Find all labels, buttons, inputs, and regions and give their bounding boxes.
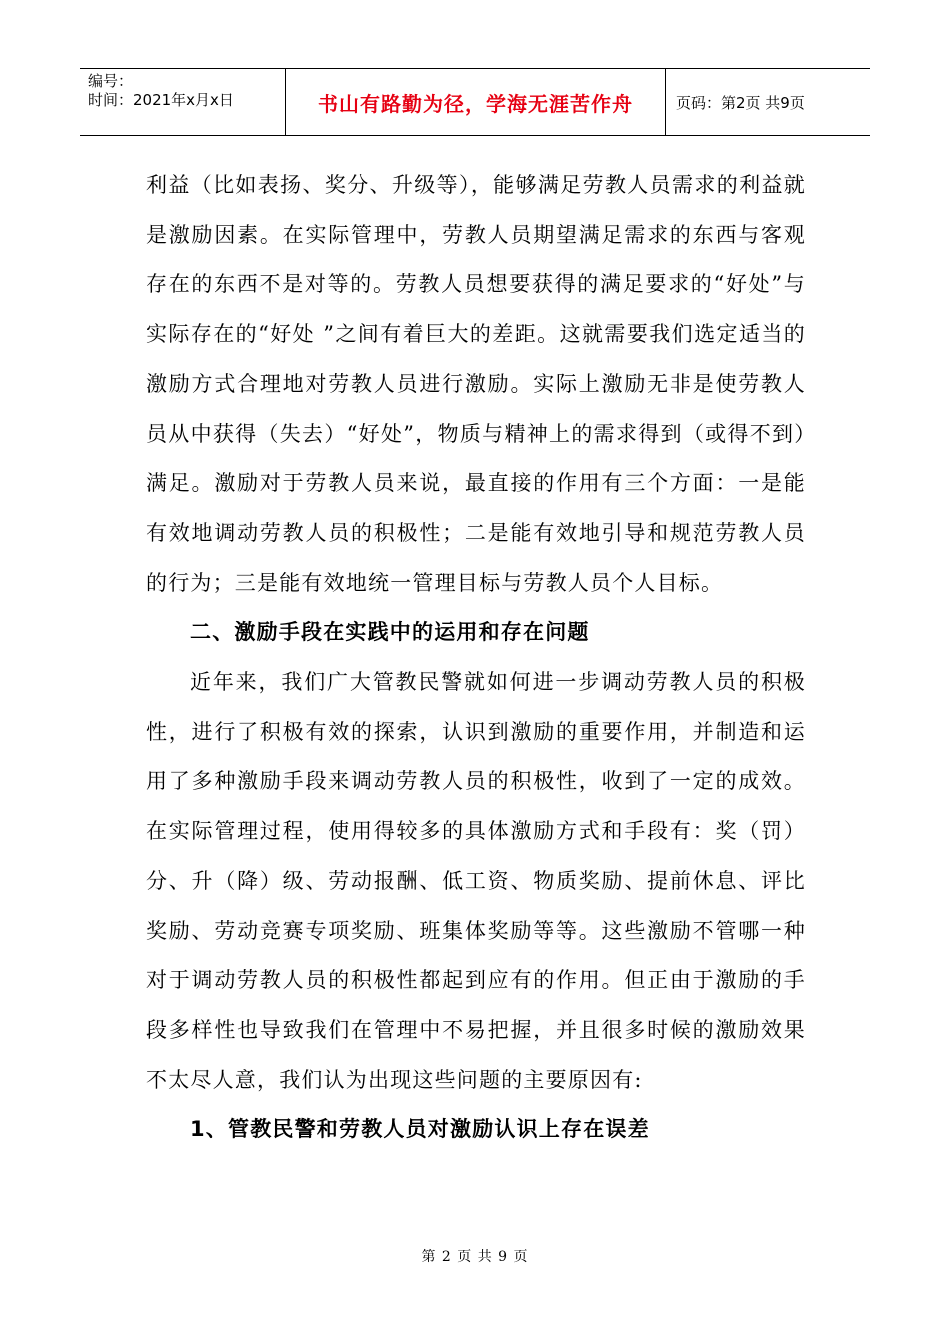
section-heading: 二、激励手段在实践中的运用和存在问题 — [190, 620, 590, 645]
header-meta — [80, 69, 286, 135]
body-paragraph: 利益（比如表扬、奖分、升级等），能够满足劳教人员需求的利益就是激励因素。在实际管理中，劳教人员期望满足需求的东西与客观存在的东西不是对等的。劳教人员想要获得的满足要求的“好处”与实际存在的“好处 ”之间有着巨大的差距。这就需要我们选定适当的激励方式合理地对劳教人员进行激励。实际上激励无非是使劳教人员从中获得（失去）“好处”，物质与精神上的需求得到（或得不到）满足。激励对于劳教人员来说，最直接的作用有三个方面：一是能有效地调动劳教人员的积极性；二是能有效地引导和规范劳教人员的行为；三是能有效地统一管理目标与劳教人员个人目标。 — [146, 173, 806, 595]
body-paragraph: 近年来，我们广大管教民警就如何进一步调动劳教人员的积极性，进行了积极有效的探索，认识到激励的重要作用，并制造和运用了多种激励手段来调动劳教人员的积极性，收到了一定的成效。在实际管理过程，使用得较多的具体激励方式和手段有：奖（罚）分、升（降）级、劳动报酬、低工资、物质奖励、提前休息、评比奖励、劳动竞赛专项奖励、班集体奖励等等。这些激励不管哪一种对于调动劳教人员的积极性都起到应有的作用。但正由于激励的手段多样性也导致我们在管理中不易把握，并且很多时候的激励效果不太尽人意，我们认为出现这些问题的主要原因有: — [146, 670, 806, 1092]
header-page-info-cell — [666, 69, 870, 135]
document-number-label: 编号： — [88, 72, 134, 90]
document-body — [146, 161, 806, 1155]
header-motto-cell — [286, 69, 666, 135]
subsection-heading: 1、管教民警和劳教人员对激励认识上存在误差 — [190, 1117, 650, 1142]
header-motto: 书山有路勤为径，学海无涯苦作舟 — [318, 91, 633, 116]
header-page-info: 页码：第2页 共9页 — [676, 93, 805, 112]
document-time-label: 时间：2021年x月x日 — [88, 91, 234, 109]
page-footer: 第 2 页 共 9 页 — [421, 1249, 529, 1265]
page-header — [80, 68, 870, 136]
